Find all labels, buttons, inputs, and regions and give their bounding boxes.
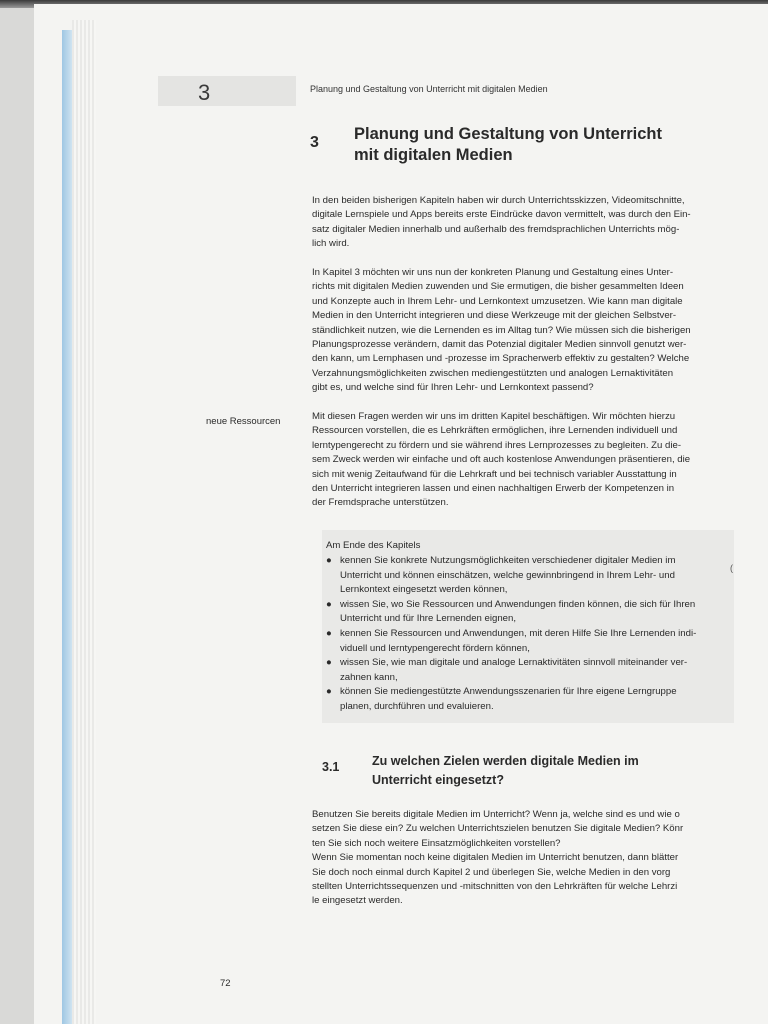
bullet-icon: ● [326,598,332,610]
learning-goals-title: Am Ende des Kapitels [326,540,421,551]
text-line: Benutzen Sie bereits digitale Medien im Unterricht? Wenn ja, welche sind es und wie o [312,809,680,820]
text-line: ten Sie sich noch weitere Einsatzmöglichkeiten vorstellen? [312,837,561,849]
running-title: Planung und Gestaltung von Unterricht mit digitalen Medien [310,84,548,94]
header-chapter-box [158,76,296,106]
chapter-title [354,124,734,166]
text-line: können Sie mediengestützte Anwendungsszenarien für Ihre eigene Lerngruppe [340,686,677,698]
learning-goal-item [326,627,734,656]
text-line: wissen Sie, wie man digitale und analoge Lernaktivitäten sinnvoll miteinander ver- [340,657,688,669]
text-line: planen, durchführen und evaluieren. [340,700,494,712]
text-line: Ressourcen vorstellen, die es Lehrkräften ermöglichen, ihre Lernenden individuell und [312,425,678,437]
text-line: satz digitaler Medien innerhalb und außerhalb des fremdsprachlichen Unterrichts mög- [312,223,680,235]
bullet-icon: ● [326,657,332,669]
text-line: In Kapitel 3 möchten wir uns nun der konkreten Planung und Gestaltung eines Unter- [312,267,674,278]
intro-paragraph-1 [312,194,737,252]
text-line: Verzahnungsmöglichkeiten zwischen mediengestützten und analogen Lernaktivitäten [312,367,674,379]
text-line: Sie doch noch einmal durch Kapitel 2 und überlegen Sie, welche Medien in den vorg [312,866,671,878]
text-line: le eingesetzt werden. [312,895,403,907]
chapter-title-line: Planung und Gestaltung von Unterricht [354,125,663,143]
chapter-number: 3 [310,134,319,151]
page-stack-edge [72,20,96,1024]
learning-goal-item [326,685,734,714]
intro-paragraph-3 [312,410,737,511]
text-line: lerntypengerecht zu fördern und sie während ihres Lernprozesses zu begleiten. Zu die- [312,439,682,451]
text-line: den kann, um Lernphasen und -prozesse im Spracherwerb effektiv zu gestalten? Welche [312,353,690,365]
text-line: und Konzepte auch in Ihrem Lehr- und Lernkontext umzusetzen. Wie kann man digitale [312,295,683,307]
text-line: richts mit digitalen Medien zuwenden und Sie ermutigen, die bisher gesammelten Ideen [312,281,684,293]
edge-mark: ( [730,563,733,573]
learning-goal-item [326,656,734,685]
text-line: stellten Unterrichtssequenzen und -mitschnitten von den Lehrkräften für welche Lehrzi [312,881,678,893]
text-line: den Unterricht integrieren lassen und einen nachhaltigen Erwerb der Kompetenzen in [312,483,675,495]
text-line: sem Zweck werden wir einfache und oft auch kostenlose Anwendungen präsentieren, die [312,454,691,466]
chapter-title-line: mit digitalen Medien [354,146,513,164]
bullet-icon: ● [326,555,332,566]
page-blue-edge [62,30,72,1024]
bullet-icon: ● [326,627,332,639]
learning-goal-item [326,598,734,627]
text-line: viduell und lerntypengerecht fördern können, [340,642,530,654]
page-number: 72 [220,978,231,989]
learning-goals-list [326,554,734,715]
text-line: sich mit wenig Zeitaufwand für die Lehrkraft und bei technisch variabler Ausstattung in [312,468,677,480]
text-line: zahnen kann, [340,671,398,683]
text-line: digitale Lernspiele und Apps bereits erste Eindrücke davon vermittelt, was durch den Ein- [312,209,691,221]
bullet-icon: ● [326,686,332,698]
text-line: Medien in den Unterricht integrieren und diese Werkzeuge mit der gleichen Selbstver- [312,310,677,322]
text-line: setzen Sie diese ein? Zu welchen Unterrichtszielen benutzen Sie digitale Medien? Könr [312,823,684,835]
margin-note: neue Ressourcen [206,416,281,427]
section-title-line: Unterricht eingesetzt? [372,773,504,787]
section-title-line: Zu welchen Zielen werden digitale Medien im [372,754,639,768]
text-line: der Fremdsprache unterstützen. [312,497,449,509]
learning-goal-item [326,554,734,598]
text-line: kennen Sie Ressourcen und Anwendungen, mit deren Hilfe Sie Ihre Lernenden indi- [340,627,697,639]
text-line: gibt es, und welche sind für Ihren Lehr- und Lernkontext passend? [312,382,594,394]
text-line: kennen Sie konkrete Nutzungsmöglichkeiten verschiedener digitaler Medien im [340,555,676,566]
text-line: Unterricht und für Ihre Lernenden eignen, [340,613,516,625]
text-line: Planungsprozesse verändern, damit das Potenzial digitaler Medien sinnvoll genutzt wer- [312,339,687,351]
text-line: wissen Sie, wo Sie Ressourcen und Anwendungen finden können, die sich für Ihren [340,598,696,610]
text-line: Mit diesen Fragen werden wir uns im dritten Kapitel beschäftigen. Wir möchten hierzu [312,411,676,422]
reflection-paragraph [312,808,737,909]
text-line: Unterricht und können einschätzen, welche gewinnbringend in Ihrem Lehr- und [340,569,675,581]
text-line: lich wird. [312,238,350,250]
section-number: 3.1 [322,760,340,774]
text-line: ständlichkeit nutzen, wie die Lernenden es im Alltag tun? Wie müssen sich die bisherigen [312,324,691,336]
section-title [372,752,732,790]
intro-paragraph-2 [312,266,737,396]
text-line: In den beiden bisherigen Kapiteln haben wir durch Unterrichtsskizzen, Videomitschnitte, [312,195,685,206]
text-line: Wenn Sie momentan noch keine digitalen Medien im Unterricht benutzen, dann blätter [312,852,679,864]
header-chapter-number: 3 [198,80,211,105]
text-line: Lernkontext eingesetzt werden können, [340,584,508,596]
